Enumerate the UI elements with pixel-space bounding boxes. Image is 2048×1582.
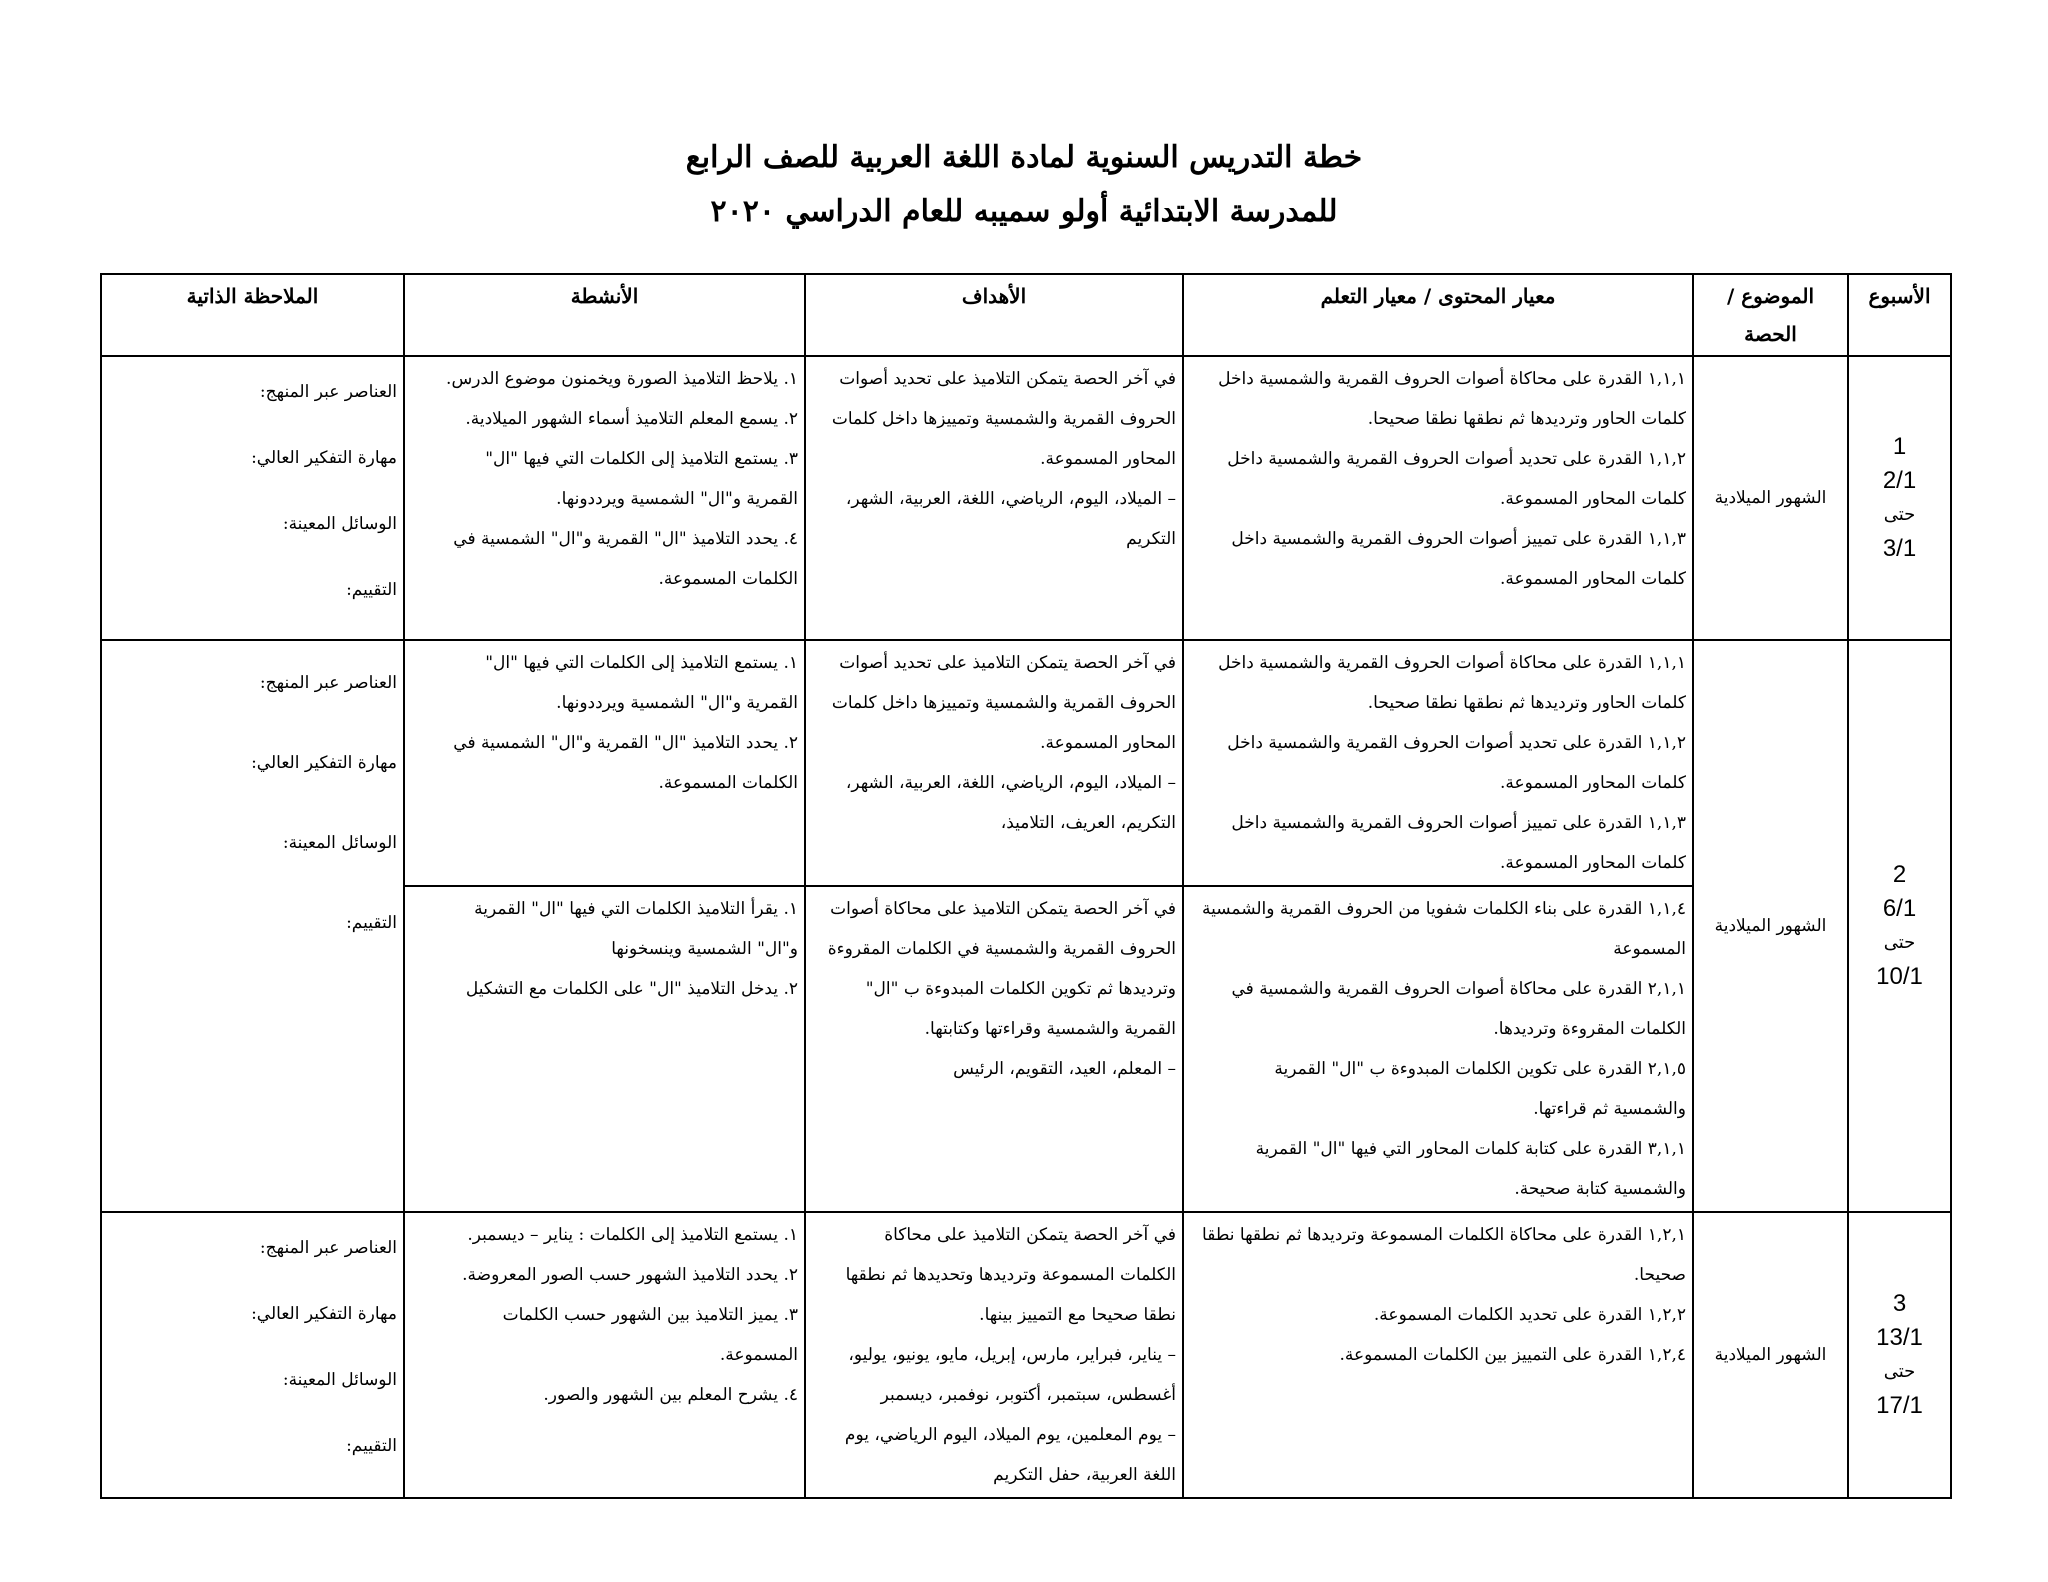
standard-line: صحيحا.	[1633, 1265, 1686, 1285]
standard-line: كلمات الحاور وترديدها ثم نطقها نطقا صحيحا.	[1367, 693, 1686, 713]
standard-line: كلمات المحاور المسموعة.	[1499, 853, 1686, 873]
standard-line: ١,١,٣ القدرة على تمييز أصوات الحروف القمرية والشمسية داخل	[1231, 813, 1686, 833]
week-from: 6/1	[1882, 895, 1917, 922]
reflection-cell	[101, 356, 404, 640]
table-row	[101, 640, 1951, 886]
reflection-cell	[101, 1212, 404, 1498]
objective-line: المحاور المسموعة.	[1040, 733, 1176, 753]
standard-line: ٣,١,١ القدرة على كتابة كلمات المحاور التي فيها "ال" القمرية	[1255, 1139, 1686, 1159]
activity-line: ٣. يميز التلاميذ بين الشهور حسب الكلمات	[502, 1305, 798, 1325]
reflection-evaluation: التقييم:	[346, 580, 397, 600]
activity-line: ٢. يدخل التلاميذ "ال" على الكلمات مع التشكيل	[465, 979, 798, 999]
standards-cell	[1183, 356, 1693, 640]
week-number: 1	[1892, 433, 1907, 460]
objective-line: وترديدها ثم تكوين الكلمات المبدوءة ب "ال"	[865, 979, 1176, 999]
standard-line: كلمات الحاور وترديدها ثم نطقها نطقا صحيحا.	[1367, 409, 1686, 429]
standard-line: ٢,١,١ القدرة على محاكاة أصوات الحروف القمرية والشمسية في	[1231, 979, 1686, 999]
objective-line: الحروف القمرية والشمسية وتمييزها داخل كلمات	[831, 409, 1176, 429]
week-to: 3/1	[1882, 535, 1917, 562]
objective-line: القمرية والشمسية وقراءتها وكتابتها.	[924, 1019, 1176, 1039]
reflection-thinking-skill: مهارة التفكير العالي:	[251, 448, 397, 468]
header-objectives: الأهداف	[805, 274, 1183, 356]
header-topic: الموضوع / الحصة	[1693, 274, 1848, 356]
reflection-teaching-aids: الوسائل المعينة:	[282, 833, 397, 853]
week-cell	[1848, 356, 1951, 640]
objective-line: – يناير، فبراير، مارس، إبريل، مايو، يونيو، يوليو،	[848, 1345, 1176, 1365]
page-title: خطة التدريس السنوية لمادة اللغة العربية للصف الرابع	[685, 140, 1363, 175]
objective-line: في آخر الحصة يتمكن التلاميذ على تحديد أصوات	[839, 369, 1176, 389]
table-row	[101, 1212, 1951, 1498]
reflection-thinking-skill: مهارة التفكير العالي:	[251, 1304, 397, 1324]
reflection-cross-curricular: العناصر عبر المنهج:	[259, 1238, 397, 1258]
header-standards: معيار المحتوى / معيار التعلم	[1183, 274, 1693, 356]
reflection-evaluation: التقييم:	[346, 913, 397, 933]
activities-cell	[404, 886, 805, 1212]
objective-line: في آخر الحصة يتمكن التلاميذ على تحديد أصوات	[839, 653, 1176, 673]
week-from: 13/1	[1876, 1324, 1923, 1351]
standard-line: كلمات المحاور المسموعة.	[1499, 773, 1686, 793]
activities-cell	[404, 1212, 805, 1498]
objective-line: الحروف القمرية والشمسية في الكلمات المقروءة	[827, 939, 1176, 959]
reflection-cross-curricular: العناصر عبر المنهج:	[259, 673, 397, 693]
activity-line: الكلمات المسموعة.	[658, 569, 798, 589]
activity-line: القمرية و"ال" الشمسية ويرددونها.	[556, 693, 798, 713]
objective-line: التكريم	[1126, 529, 1176, 549]
standard-line: ١,٢,٢ القدرة على تحديد الكلمات المسموعة.	[1373, 1305, 1686, 1325]
activity-line: الكلمات المسموعة.	[658, 773, 798, 793]
topic-cell: الشهور الميلادية	[1693, 356, 1848, 640]
reflection-teaching-aids: الوسائل المعينة:	[282, 514, 397, 534]
standard-line: كلمات المحاور المسموعة.	[1499, 489, 1686, 509]
table-row	[101, 356, 1951, 640]
objective-line: أغسطس، سبتمبر، أكتوبر، نوفمبر، ديسمبر	[880, 1385, 1176, 1405]
standard-line: ١,٢,١ القدرة على محاكاة الكلمات المسموعة وترديدها ثم نطقها نطقا	[1202, 1225, 1686, 1245]
standard-line: ١,١,٢ القدرة على تحديد أصوات الحروف القمرية والشمسية داخل	[1227, 449, 1686, 469]
objective-line: في آخر الحصة يتمكن التلاميذ على محاكاة أصوات	[830, 899, 1176, 919]
week-to: 17/1	[1876, 1392, 1923, 1419]
objective-line: التكريم، العريف، التلاميذ،	[1000, 813, 1176, 833]
page-subtitle: للمدرسة الابتدائية أولو سميبه للعام الدراسي ٢٠٢٠	[710, 194, 1338, 229]
objectives-cell	[805, 1212, 1183, 1498]
week-number: 2	[1892, 861, 1907, 888]
week-until: حتى	[1883, 1361, 1916, 1382]
objective-line: اللغة العربية، حفل التكريم	[993, 1465, 1176, 1485]
objectives-cell	[805, 640, 1183, 886]
activity-line: ١. يلاحظ التلاميذ الصورة ويخمنون موضوع الدرس.	[446, 369, 798, 389]
reflection-cell	[101, 640, 404, 1212]
objective-line: المحاور المسموعة.	[1040, 449, 1176, 469]
reflection-thinking-skill: مهارة التفكير العالي:	[251, 753, 397, 773]
topic-cell: الشهور الميلادية	[1693, 1212, 1848, 1498]
activity-line: ٤. يحدد التلاميذ "ال" القمرية و"ال" الشمسية في	[453, 529, 798, 549]
standard-line: الكلمات المقروءة وترديدها.	[1493, 1019, 1686, 1039]
standard-line: ١,١,٤ القدرة على بناء الكلمات شفويا من الحروف القمرية والشمسية	[1201, 899, 1686, 919]
activities-cell	[404, 356, 805, 640]
reflection-teaching-aids: الوسائل المعينة:	[282, 1370, 397, 1390]
standard-line: والشمسية ثم قراءتها.	[1533, 1099, 1686, 1119]
activity-line: ٢. يحدد التلاميذ الشهور حسب الصور المعروضة.	[462, 1265, 798, 1285]
standards-cell	[1183, 640, 1693, 886]
activity-line: المسموعة.	[719, 1345, 798, 1365]
reflection-evaluation: التقييم:	[346, 1436, 397, 1456]
header-week: الأسبوع	[1848, 274, 1951, 356]
activity-line: ٣. يستمع التلاميذ إلى الكلمات التي فيها "ال"	[485, 449, 798, 469]
header-reflection: الملاحظة الذاتية	[101, 274, 404, 356]
header-row	[101, 274, 1951, 356]
week-number: 3	[1892, 1290, 1907, 1317]
objective-line: نطقا صحيحا مع التمييز بينها.	[979, 1305, 1176, 1325]
objectives-cell	[805, 356, 1183, 640]
activity-line: ٤. يشرح المعلم بين الشهور والصور.	[543, 1385, 798, 1405]
standards-cell	[1183, 1212, 1693, 1498]
week-until: حتى	[1883, 504, 1916, 525]
topic-cell: الشهور الميلادية	[1693, 640, 1848, 1212]
standard-line: ١,١,١ القدرة على محاكاة أصوات الحروف القمرية والشمسية داخل	[1218, 369, 1686, 389]
activity-line: ١. يقرأ التلاميذ الكلمات التي فيها "ال" القمرية	[474, 899, 798, 919]
teaching-plan-table	[100, 273, 1952, 1499]
header-activities: الأنشطة	[404, 274, 805, 356]
standard-line: والشمسية كتابة صحيحة.	[1514, 1179, 1686, 1199]
week-cell	[1848, 640, 1951, 1212]
activity-line: ٢. يسمع المعلم التلاميذ أسماء الشهور الميلادية.	[465, 409, 798, 429]
standard-line: كلمات المحاور المسموعة.	[1499, 569, 1686, 589]
activities-cell	[404, 640, 805, 886]
objective-line: – الميلاد، اليوم، الرياضي، اللغة، العربية، الشهر،	[845, 489, 1176, 509]
objective-line: في آخر الحصة يتمكن التلاميذ على محاكاة	[884, 1225, 1176, 1245]
objective-line: – يوم المعلمين، يوم الميلاد، اليوم الرياضي، يوم	[844, 1425, 1176, 1445]
reflection-cross-curricular: العناصر عبر المنهج:	[259, 382, 397, 402]
standard-line: ٢,١,٥ القدرة على تكوين الكلمات المبدوءة ب "ال" القمرية	[1274, 1059, 1686, 1079]
standard-line: ١,١,١ القدرة على محاكاة أصوات الحروف القمرية والشمسية داخل	[1218, 653, 1686, 673]
objective-line: – المعلم، العيد، التقويم، الرئيس	[953, 1059, 1176, 1079]
standard-line: ١,٢,٤ القدرة على التمييز بين الكلمات المسموعة.	[1339, 1345, 1686, 1365]
objectives-cell	[805, 886, 1183, 1212]
objective-line: – الميلاد، اليوم، الرياضي، اللغة، العربية، الشهر،	[845, 773, 1176, 793]
standard-line: ١,١,٢ القدرة على تحديد أصوات الحروف القمرية والشمسية داخل	[1227, 733, 1686, 753]
week-cell	[1848, 1212, 1951, 1498]
activity-line: ٢. يحدد التلاميذ "ال" القمرية و"ال" الشمسية في	[453, 733, 798, 753]
activity-line: و"ال" الشمسية وينسخونها	[611, 939, 798, 959]
standards-cell	[1183, 886, 1693, 1212]
activity-line: القمرية و"ال" الشمسية ويرددونها.	[556, 489, 798, 509]
objective-line: الكلمات المسموعة وترديدها وتحديدها ثم نطقها	[845, 1265, 1176, 1285]
standard-line: المسموعة	[1613, 939, 1686, 959]
activity-line: ١. يستمع التلاميذ إلى الكلمات : يناير – ديسمبر.	[467, 1225, 798, 1245]
week-to: 10/1	[1876, 963, 1923, 990]
activity-line: ١. يستمع التلاميذ إلى الكلمات التي فيها "ال"	[485, 653, 798, 673]
week-until: حتى	[1883, 932, 1916, 953]
week-from: 2/1	[1882, 467, 1917, 494]
standard-line: ١,١,٣ القدرة على تمييز أصوات الحروف القمرية والشمسية داخل	[1231, 529, 1686, 549]
objective-line: الحروف القمرية والشمسية وتمييزها داخل كلمات	[831, 693, 1176, 713]
